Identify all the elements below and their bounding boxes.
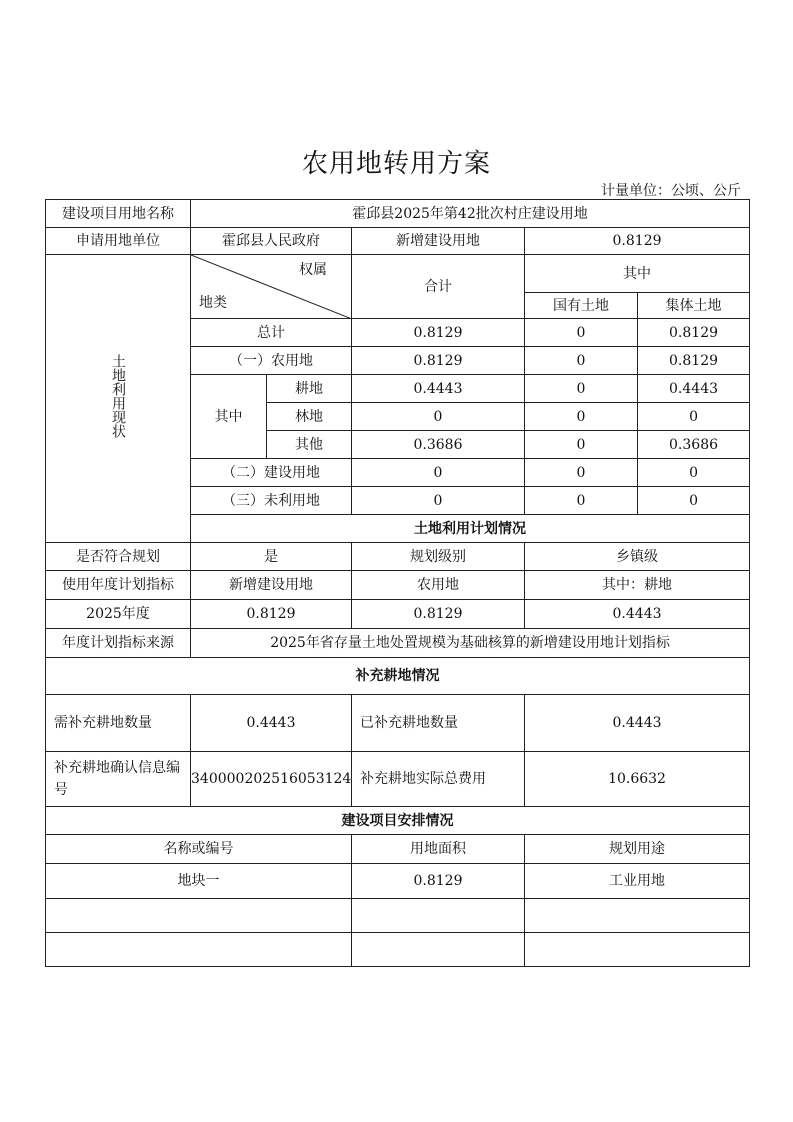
indicator-new: 新增建设用地: [191, 571, 352, 600]
confirm-value: 340000202516053124: [191, 752, 352, 807]
plan-source-row: [46, 629, 750, 658]
cell-collective: 0: [638, 459, 750, 487]
cell-total: 0.4443: [352, 375, 525, 403]
land-status-side-text: 土地利用现状: [110, 354, 126, 438]
level-value: 乡镇级: [525, 543, 750, 571]
project-label: 建设项目用地名称: [46, 200, 191, 228]
applicant-amount: 0.8129: [525, 228, 750, 255]
cell-total: 0: [352, 403, 525, 431]
project-name: 霍邱县2025年第42批次村庄建设用地: [191, 200, 750, 228]
cost-label: 补充耕地实际总费用: [352, 752, 525, 807]
plan-indicator-row: [46, 571, 750, 600]
empty-cell: [352, 933, 525, 967]
cell-state: 0: [525, 403, 638, 431]
project-row: [46, 200, 750, 228]
row-label: 林地: [267, 403, 352, 431]
diagonal-header-cell: [191, 255, 352, 319]
need-value: 0.4443: [191, 695, 352, 752]
cell-collective: 0.3686: [638, 431, 750, 459]
empty-cell: [525, 899, 750, 933]
land-conversion-table: [45, 199, 750, 967]
conform-value: 是: [191, 543, 352, 571]
col-total-header: 合计: [352, 255, 525, 319]
cell-total: 0.8129: [352, 319, 525, 347]
applicant-label: 申请用地单位: [46, 228, 191, 255]
plan-heading: 土地利用计划情况: [191, 515, 750, 543]
cell-state: 0: [525, 347, 638, 375]
done-value: 0.4443: [525, 695, 750, 752]
arrangement-empty-row: [46, 899, 750, 933]
cell-state: 0: [525, 487, 638, 515]
year-label: 2025年度: [46, 600, 191, 629]
diag-header-landtype: 地类: [199, 295, 227, 311]
status-header-row-1: [46, 255, 750, 293]
row-label: （二）建设用地: [191, 459, 352, 487]
supplement-confirm-row: [46, 752, 750, 807]
cell-state: 0: [525, 319, 638, 347]
done-label: 已补充耕地数量: [352, 695, 525, 752]
applicant-land-type: 新增建设用地: [352, 228, 525, 255]
empty-cell: [46, 933, 352, 967]
year-arable: 0.4443: [525, 600, 750, 629]
cell-total: 0.8129: [352, 347, 525, 375]
supplement-need-row: [46, 695, 750, 752]
parcel-use: 工业用地: [525, 864, 750, 899]
cell-collective: 0.8129: [638, 319, 750, 347]
cell-collective: 0.8129: [638, 347, 750, 375]
supplement-heading: 补充耕地情况: [46, 658, 750, 695]
cell-state: 0: [525, 459, 638, 487]
source-label: 年度计划指标来源: [46, 629, 191, 658]
supplement-heading-row: [46, 658, 750, 695]
col-area-header: 用地面积: [352, 835, 525, 864]
col-name-header: 名称或编号: [46, 835, 352, 864]
parcel-area: 0.8129: [352, 864, 525, 899]
cell-state: 0: [525, 375, 638, 403]
cell-collective: 0: [638, 487, 750, 515]
page-title: 农用地转用方案: [301, 149, 491, 179]
empty-cell: [525, 933, 750, 967]
row-label: （三）未利用地: [191, 487, 352, 515]
need-label: 需补充耕地数量: [46, 695, 191, 752]
arrangement-heading: 建设项目安排情况: [46, 807, 750, 835]
applicant-value: 霍邱县人民政府: [191, 228, 352, 255]
row-label: （一）农用地: [191, 347, 352, 375]
col-collective-header: 集体土地: [638, 293, 750, 319]
land-status-side-label: [46, 255, 191, 543]
col-state-header: 国有土地: [525, 293, 638, 319]
parcel-name: 地块一: [46, 864, 352, 899]
year-new: 0.8129: [191, 600, 352, 629]
applicant-row: [46, 228, 750, 255]
col-use-header: 规划用途: [525, 835, 750, 864]
plan-conform-row: [46, 543, 750, 571]
source-value: 2025年省存量土地处置规模为基础核算的新增建设用地计划指标: [191, 629, 750, 658]
diag-header-ownership: 权属: [299, 262, 327, 278]
sub-group-label: 其中: [191, 375, 267, 459]
cell-total: 0: [352, 487, 525, 515]
cell-collective: 0: [638, 403, 750, 431]
col-group-header: 其中: [525, 255, 750, 293]
level-label: 规划级别: [352, 543, 525, 571]
row-label: 耕地: [267, 375, 352, 403]
plan-year-row: [46, 600, 750, 629]
cell-collective: 0.4443: [638, 375, 750, 403]
cell-total: 0: [352, 459, 525, 487]
cost-value: 10.6632: [525, 752, 750, 807]
cell-total: 0.3686: [352, 431, 525, 459]
arrangement-header-row: [46, 835, 750, 864]
confirm-label: 补充耕地确认信息编号: [46, 752, 191, 807]
year-farm: 0.8129: [352, 600, 525, 629]
cell-state: 0: [525, 431, 638, 459]
conform-label: 是否符合规划: [46, 543, 191, 571]
empty-cell: [352, 899, 525, 933]
indicator-farm: 农用地: [352, 571, 525, 600]
indicator-label: 使用年度计划指标: [46, 571, 191, 600]
empty-cell: [46, 899, 352, 933]
arrangement-empty-row: [46, 933, 750, 967]
row-label: 其他: [267, 431, 352, 459]
arrangement-row: [46, 864, 750, 899]
arrangement-heading-row: [46, 807, 750, 835]
measurement-unit: 计量单位：公顷、公斤: [601, 183, 741, 199]
indicator-arable: 其中：耕地: [525, 571, 750, 600]
row-label: 总计: [191, 319, 352, 347]
